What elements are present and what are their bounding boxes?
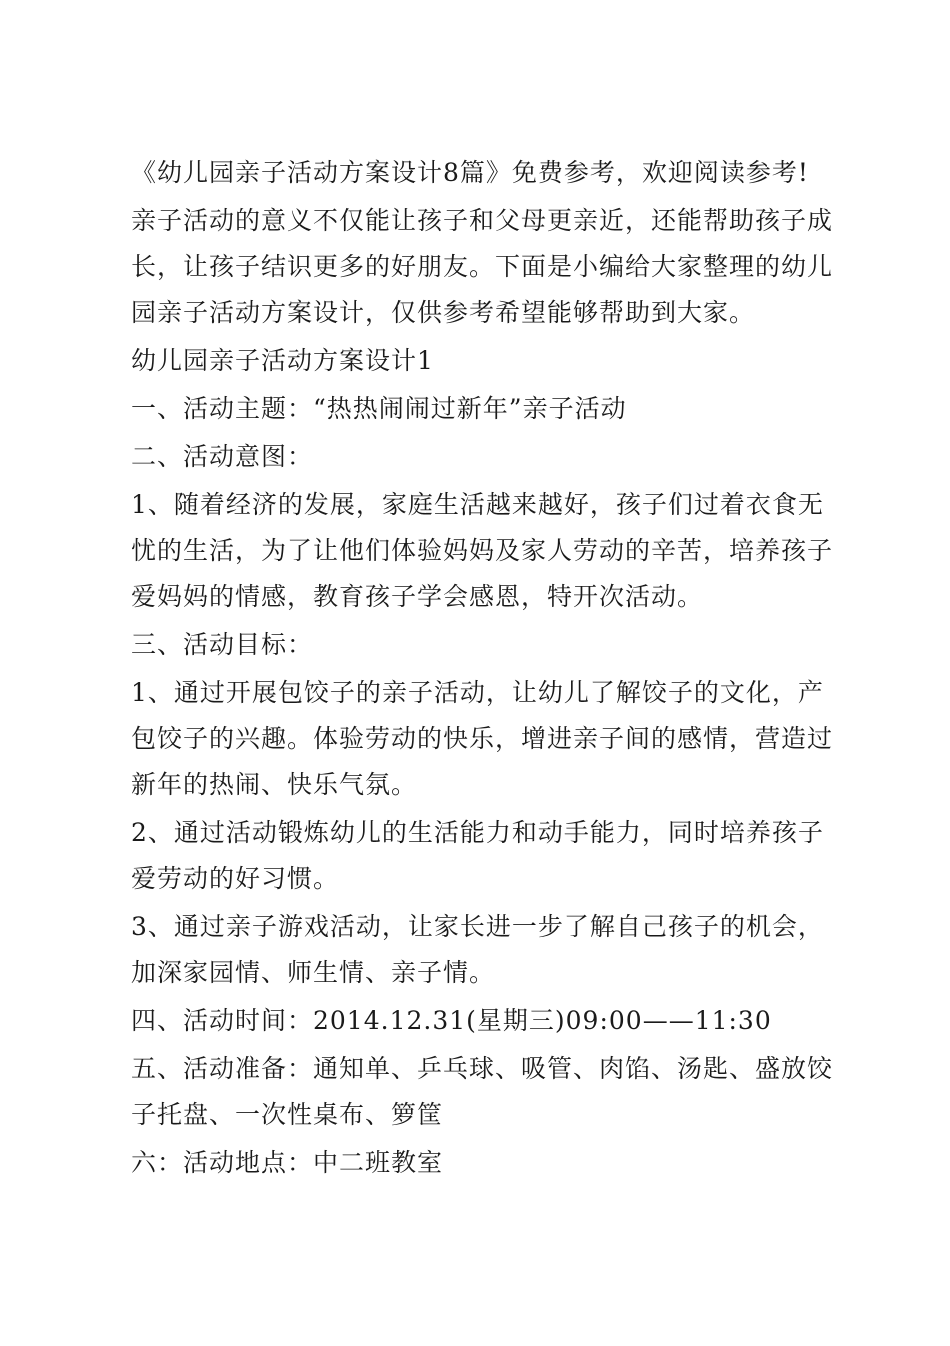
text-line: 1、通过开展包饺子的亲子活动，让幼儿了解饺子的文化，产 <box>131 678 824 707</box>
text-line: 六：活动地点：中二班教室 <box>131 1148 444 1177</box>
text-line: 包饺子的兴趣。体验劳动的快乐，增进亲子间的感情，营造过 <box>131 724 834 753</box>
text-line: 幼儿园亲子活动方案设计1 <box>131 346 434 375</box>
text-line: 四、活动时间：2014.12.31(星期三)09:00——11:30 <box>131 1006 772 1035</box>
text-line: 园亲子活动方案设计，仅供参考希望能够帮助到大家。 <box>131 298 756 327</box>
goal-2-paragraph <box>131 810 831 902</box>
section-title <box>131 338 831 384</box>
goals-heading <box>131 622 831 668</box>
intent-heading <box>131 434 831 480</box>
intent-paragraph <box>131 482 834 620</box>
goal-1-paragraph <box>131 670 834 808</box>
text-line: 3、通过亲子游戏活动，让家长进一步了解自己孩子的机会， <box>131 912 824 941</box>
text-line: 二、活动意图： <box>131 442 314 471</box>
prep-paragraph <box>131 1046 834 1138</box>
text-line: 爱妈妈的情感，教育孩子学会感恩，特开次活动。 <box>131 582 704 611</box>
text-line: 忧的生活，为了让他们体验妈妈及家人劳动的辛苦，培养孩子 <box>131 536 834 565</box>
text-line: 三、活动目标： <box>131 630 314 659</box>
text-line: 一、活动主题：“热热闹闹过新年”亲子活动 <box>131 394 627 423</box>
theme-paragraph <box>131 386 831 432</box>
intro-paragraph <box>131 198 834 336</box>
text-line: 长，让孩子结识更多的好朋友。下面是小编给大家整理的幼儿 <box>131 252 834 281</box>
text-line: 《幼儿园亲子活动方案设计8篇》免费参考，欢迎阅读参考! <box>131 158 809 187</box>
location-paragraph <box>131 1140 831 1186</box>
text-line: 加深家园情、师生情、亲子情。 <box>131 958 496 987</box>
text-line: 爱劳动的好习惯。 <box>131 864 340 893</box>
text-line: 子托盘、一次性桌布、箩筐 <box>131 1100 444 1129</box>
text-line: 亲子活动的意义不仅能让孩子和父母更亲近，还能帮助孩子成 <box>131 206 834 235</box>
text-line: 1、随着经济的发展，家庭生活越来越好，孩子们过着衣食无 <box>131 490 824 519</box>
time-paragraph <box>131 998 831 1044</box>
intro-title-paragraph <box>131 150 831 196</box>
text-line: 2、通过活动锻炼幼儿的生活能力和动手能力，同时培养孩子 <box>131 818 824 847</box>
document-body <box>131 150 834 1188</box>
text-line: 五、活动准备：通知单、乒乓球、吸管、肉馅、汤匙、盛放饺 <box>131 1054 834 1083</box>
goal-3-paragraph <box>131 904 831 996</box>
text-line: 新年的热闹、快乐气氛。 <box>131 770 418 799</box>
